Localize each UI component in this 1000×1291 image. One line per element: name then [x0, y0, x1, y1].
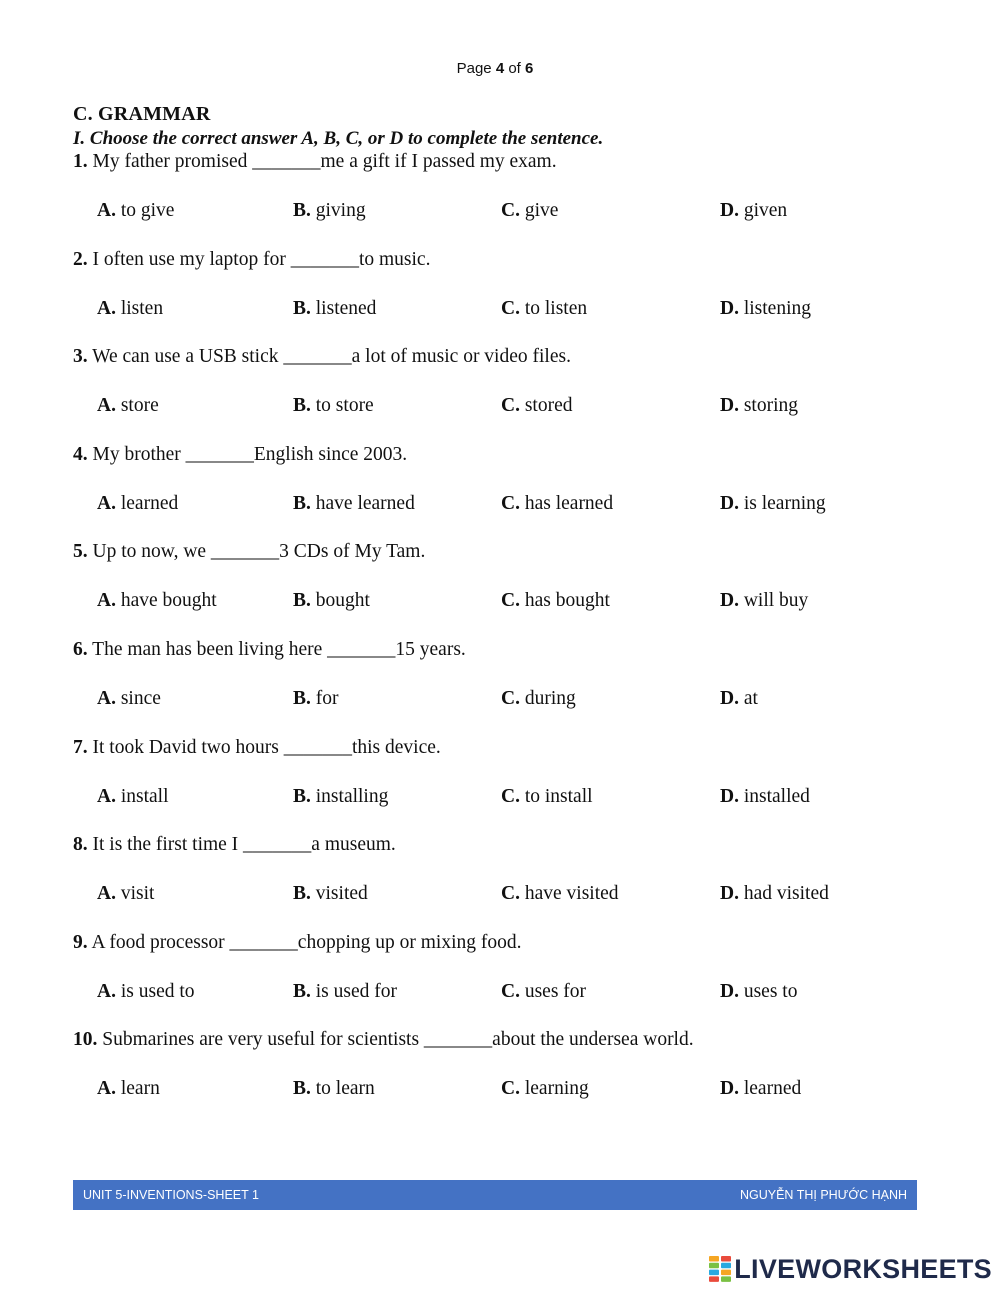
option-letter: A.	[97, 980, 116, 1002]
question-item	[0, 834, 1000, 932]
question-sentence: Up to now, we _______3 CDs of My Tam.	[92, 541, 426, 563]
option-letter: A.	[97, 297, 116, 319]
option-text: for	[315, 687, 339, 709]
option-letter: D.	[720, 590, 739, 612]
answer-option-d[interactable]	[720, 395, 798, 417]
answer-option-b[interactable]	[293, 395, 374, 417]
page-of: of	[508, 60, 521, 77]
answer-option-b[interactable]	[293, 493, 415, 515]
answer-option-b[interactable]	[293, 981, 397, 1003]
question-text	[73, 737, 441, 759]
option-letter: A.	[97, 687, 116, 709]
answer-option-d[interactable]	[720, 688, 758, 710]
answer-option-c[interactable]	[501, 200, 558, 222]
option-text: store	[120, 395, 159, 417]
question-item	[0, 639, 1000, 737]
question-text	[73, 444, 407, 466]
option-letter: B.	[293, 1078, 311, 1100]
page-prefix: Page	[456, 60, 492, 77]
option-text: has bought	[524, 590, 610, 612]
option-letter: D.	[720, 297, 739, 319]
question-text	[73, 346, 571, 368]
answer-option-c[interactable]	[501, 493, 613, 515]
option-letter: A.	[97, 395, 116, 417]
answer-option-c[interactable]	[501, 395, 573, 417]
question-number: 4.	[73, 443, 88, 465]
option-letter: B.	[293, 395, 311, 417]
option-letter: C.	[501, 980, 520, 1002]
question-number: 2.	[73, 248, 88, 270]
question-text	[73, 639, 466, 661]
answer-option-d[interactable]	[720, 493, 826, 515]
question-sentence: My brother _______English since 2003.	[92, 443, 408, 465]
answer-option-a[interactable]	[97, 200, 174, 222]
answer-option-a[interactable]	[97, 1078, 160, 1100]
question-number: 3.	[73, 346, 88, 368]
option-text: giving	[315, 200, 366, 221]
option-letter: A.	[97, 492, 116, 514]
option-text: give	[524, 200, 559, 221]
answer-option-d[interactable]	[720, 786, 810, 808]
option-letter: A.	[97, 883, 116, 905]
option-text: to store	[315, 395, 374, 417]
question-item	[0, 1029, 1000, 1127]
question-sentence: The man has been living here _______15 years.	[92, 638, 466, 660]
option-text: install	[120, 785, 169, 807]
option-text: to give	[120, 200, 175, 221]
question-text	[73, 541, 425, 563]
question-number: 1.	[73, 151, 88, 172]
liveworksheets-logo-icon	[709, 1256, 731, 1282]
answer-option-c[interactable]	[501, 883, 619, 905]
option-text: have bought	[120, 590, 217, 612]
question-list	[0, 151, 1000, 1127]
option-letter: C.	[501, 785, 520, 807]
section-instruction: I. Choose the correct answer A, B, C, or D to complete the sentence.	[73, 128, 604, 149]
option-letter: D.	[720, 980, 739, 1002]
question-text	[73, 151, 557, 173]
page-total: 6	[525, 60, 534, 77]
footer-author: NGUYỄN THỊ PHƯỚC HẠNH	[739, 1188, 907, 1202]
option-text: listen	[120, 297, 164, 319]
option-letter: D.	[720, 200, 739, 221]
option-text: listening	[743, 297, 812, 319]
option-letter: B.	[293, 590, 311, 612]
answer-option-c[interactable]	[501, 981, 586, 1003]
option-text: to listen	[524, 297, 588, 319]
option-text: have visited	[524, 883, 619, 905]
answer-option-b[interactable]	[293, 786, 388, 808]
option-letter: A.	[97, 785, 116, 807]
option-letter: C.	[501, 590, 520, 612]
option-letter: B.	[293, 980, 311, 1002]
option-text: to learn	[315, 1078, 375, 1100]
option-text: learned	[743, 1078, 802, 1100]
question-text	[73, 834, 396, 856]
answer-option-d[interactable]	[720, 981, 797, 1003]
question-item	[0, 249, 1000, 347]
question-item	[0, 541, 1000, 639]
option-letter: B.	[293, 883, 311, 905]
question-number: 9.	[73, 931, 88, 953]
option-text: is learning	[743, 492, 826, 514]
option-text: given	[743, 200, 788, 221]
option-text: uses for	[524, 980, 587, 1002]
question-text	[73, 249, 430, 271]
option-text: installed	[743, 785, 810, 807]
answer-option-c[interactable]	[501, 1078, 589, 1100]
option-letter: B.	[293, 200, 311, 221]
question-sentence: My father promised _______me a gift if I passed my exam.	[92, 151, 557, 172]
option-letter: D.	[720, 785, 739, 807]
option-letter: A.	[97, 1078, 116, 1100]
answer-option-c[interactable]	[501, 298, 587, 320]
answer-option-d[interactable]	[720, 1078, 801, 1100]
option-letter: D.	[720, 883, 739, 905]
answer-option-c[interactable]	[501, 688, 576, 710]
option-text: had visited	[743, 883, 829, 905]
option-text: bought	[315, 590, 370, 612]
option-letter: A.	[97, 590, 116, 612]
answer-option-b[interactable]	[293, 298, 376, 320]
option-letter: D.	[720, 492, 739, 514]
question-sentence: Submarines are very useful for scientists _______about the undersea world.	[102, 1029, 694, 1051]
option-letter: B.	[293, 785, 311, 807]
answer-option-a[interactable]	[97, 786, 169, 808]
option-text: installing	[315, 785, 389, 807]
option-letter: A.	[97, 200, 116, 221]
option-letter: D.	[720, 1078, 739, 1100]
question-item	[0, 346, 1000, 444]
answer-option-b[interactable]	[293, 590, 370, 612]
option-text: at	[743, 687, 758, 709]
question-number: 5.	[73, 541, 88, 563]
question-sentence: I often use my laptop for _______to music.	[92, 248, 431, 270]
option-text: learn	[120, 1078, 160, 1100]
page-indicator	[0, 60, 990, 77]
page-current: 4	[495, 60, 505, 77]
question-number: 10.	[73, 1029, 98, 1051]
answer-option-a[interactable]	[97, 688, 161, 710]
option-text: have learned	[315, 492, 415, 514]
answer-option-c[interactable]	[501, 786, 593, 808]
option-letter: C.	[501, 492, 520, 514]
option-text: learned	[120, 492, 179, 514]
answer-option-a[interactable]	[97, 395, 159, 417]
option-letter: B.	[293, 687, 311, 709]
answer-option-b[interactable]	[293, 200, 366, 222]
option-letter: C.	[501, 1078, 520, 1100]
option-text: visit	[120, 883, 155, 905]
answer-option-d[interactable]	[720, 590, 808, 612]
option-text: stored	[524, 395, 573, 417]
option-letter: B.	[293, 492, 311, 514]
question-number: 8.	[73, 834, 88, 856]
answer-option-d[interactable]	[720, 298, 811, 320]
option-letter: D.	[720, 687, 739, 709]
answer-option-b[interactable]	[293, 688, 339, 710]
option-text: has learned	[524, 492, 614, 514]
question-text	[73, 1029, 694, 1051]
option-text: during	[524, 687, 576, 709]
liveworksheets-wordmark: LIVEWORKSHEETS	[734, 1253, 992, 1284]
question-item	[0, 444, 1000, 542]
option-text: is used for	[315, 980, 398, 1002]
footer-bar	[73, 1180, 917, 1210]
footer-unit-label: UNIT 5-INVENTIONS-SHEET 1	[83, 1188, 259, 1202]
option-text: visited	[315, 883, 368, 905]
question-sentence: It is the first time I _______a museum.	[92, 834, 396, 856]
option-text: storing	[743, 395, 799, 417]
option-text: since	[120, 687, 161, 709]
option-letter: C.	[501, 883, 520, 905]
option-text: will buy	[743, 590, 809, 612]
answer-option-d[interactable]	[720, 200, 787, 222]
question-number: 6.	[73, 638, 88, 660]
answer-option-b[interactable]	[293, 1078, 375, 1100]
answer-option-a[interactable]	[97, 298, 163, 320]
question-sentence: It took David two hours _______this device.	[92, 736, 441, 758]
option-letter: C.	[501, 200, 520, 221]
option-text: learning	[524, 1078, 589, 1100]
option-letter: D.	[720, 395, 739, 417]
question-item	[0, 737, 1000, 835]
question-text	[73, 932, 521, 954]
option-text: to install	[524, 785, 593, 807]
answer-option-a[interactable]	[97, 493, 178, 515]
answer-option-a[interactable]	[97, 981, 195, 1003]
question-item	[0, 151, 1000, 249]
option-letter: C.	[501, 687, 520, 709]
question-sentence: We can use a USB stick _______a lot of music or video files.	[92, 346, 571, 368]
question-sentence: A food processor _______chopping up or mixing food.	[91, 931, 522, 953]
question-item	[0, 932, 1000, 1030]
section-title: C. GRAMMAR	[73, 103, 211, 125]
option-letter: B.	[293, 297, 311, 319]
answer-option-a[interactable]	[97, 590, 217, 612]
answer-option-c[interactable]	[501, 590, 610, 612]
answer-option-b[interactable]	[293, 883, 368, 905]
question-number: 7.	[73, 736, 88, 758]
option-text: uses to	[743, 980, 798, 1002]
option-text: is used to	[120, 980, 195, 1002]
option-text: listened	[315, 297, 377, 319]
answer-option-d[interactable]	[720, 883, 829, 905]
liveworksheets-branding[interactable]	[709, 1252, 992, 1286]
option-letter: C.	[501, 395, 520, 417]
answer-option-a[interactable]	[97, 883, 154, 905]
option-letter: C.	[501, 297, 520, 319]
